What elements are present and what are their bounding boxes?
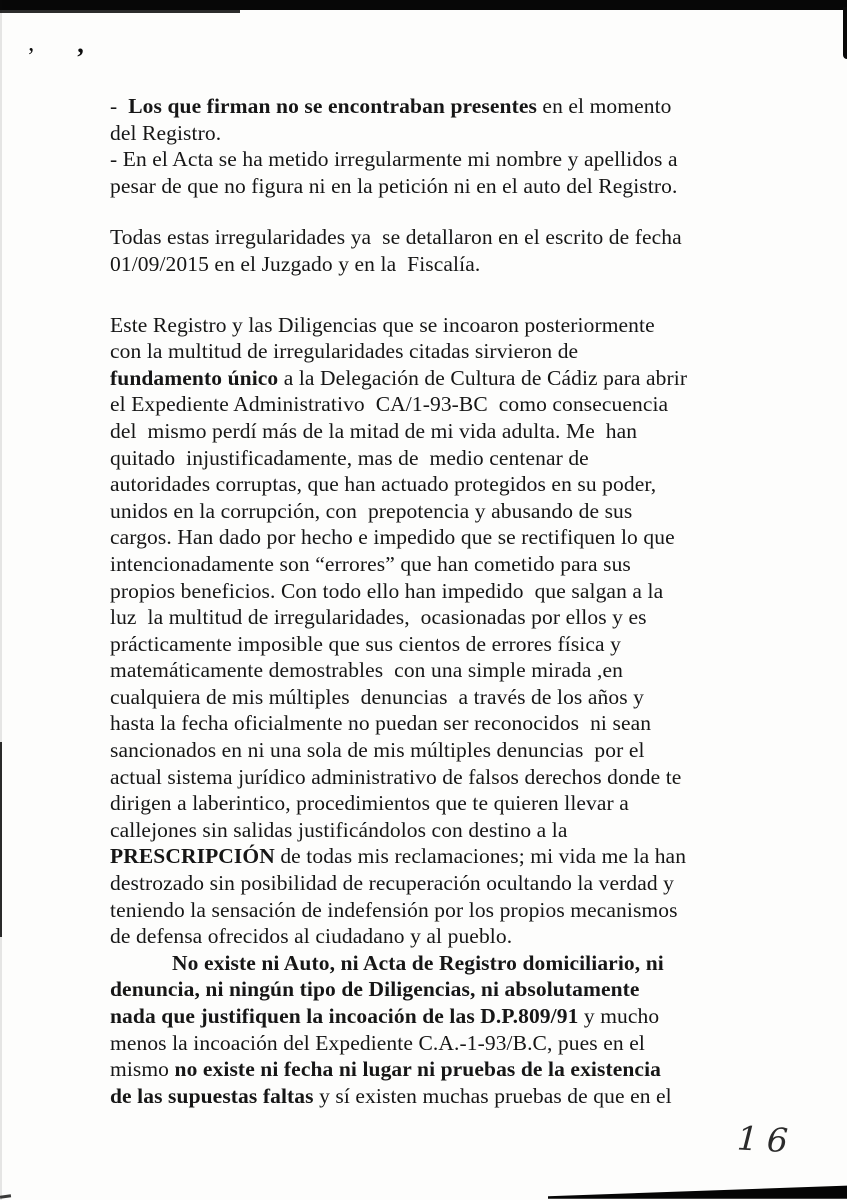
text-line: [110, 1030, 765, 1057]
text: callejones sin salidas justificándolos con destino a la: [110, 817, 568, 842]
text: unidos en la corrupción, con prepotencia y abusando de sus: [110, 498, 633, 523]
paragraph: [110, 950, 765, 1110]
text-line: [110, 764, 765, 791]
scan-left-edge-dark-segment: [0, 742, 2, 937]
text: dirigen a laberintico, procedimientos que te quieren llevar a: [110, 791, 629, 816]
bold-text: PRESCRIPCIÓN: [110, 844, 275, 869]
text-line: [110, 1003, 765, 1030]
text: el Expediente Administrativo CA/1-93-BC como consecuencia: [110, 392, 669, 417]
text-line: [110, 251, 765, 278]
ink-speck: ’: [76, 43, 85, 72]
paragraph: [110, 312, 765, 950]
text: sancionados en ni una sola de mis múltiples denuncias por el: [110, 738, 645, 763]
text-line: [110, 790, 765, 817]
text: de todas mis reclamaciones; mi vida me la han: [274, 844, 687, 869]
text: cargos. Han dado por hecho e impedido que se rectifiquen lo que: [110, 525, 675, 550]
text: con la multitud de irregularidades citadas sirvieron de: [110, 339, 579, 364]
text-line: [110, 93, 765, 120]
document-text: [110, 93, 765, 1109]
text-line: [110, 391, 765, 418]
text: mismo: [110, 1057, 175, 1082]
bold-text: denuncia, ni ningún tipo de Diligencias, ni absolutamente: [110, 977, 640, 1002]
ink-speck: ’: [27, 44, 35, 70]
text-line: [110, 976, 765, 1003]
text-line: [110, 445, 765, 472]
text: cualquiera de mis múltiples denuncias a través de los años y: [110, 684, 644, 709]
bold-text: no existe ni fecha ni lugar ni pruebas de la existencia: [174, 1057, 661, 1082]
text: Todas estas irregularidades ya se detallaron en el escrito de fecha: [110, 225, 682, 250]
text-line: [110, 843, 765, 870]
text: de defensa ofrecidos al ciudadano y al pueblo.: [110, 924, 513, 949]
text-line: [110, 146, 765, 173]
text: matemáticamente demostrables con una simple mirada ,en: [110, 658, 623, 683]
text: del mismo perdí más de la mitad de mi vida adulta. Me han: [110, 418, 638, 443]
text-line: [110, 710, 765, 737]
scan-top-edge: [0, 0, 847, 10]
text: -: [110, 94, 129, 118]
text-line: [110, 657, 765, 684]
paragraph: [110, 224, 765, 277]
text-line: [110, 870, 765, 897]
bold-text: nada que justifiquen la incoación de las D.P.809/91: [110, 1004, 579, 1028]
bold-text: Los que firman no se encontraban presentes: [128, 94, 537, 118]
scan-bottom-left-mark: [0, 1194, 11, 1199]
text-line: [110, 684, 765, 711]
text: propios beneficios. Con todo ello han impedido que salgan a la: [110, 578, 664, 603]
text-line: [110, 173, 765, 200]
text: pesar de que no figura ni en la petición ni en el auto del Registro.: [110, 173, 678, 198]
scan-right-edge: [843, 7, 847, 59]
text-line: [110, 312, 765, 339]
text-line: [110, 365, 765, 392]
text-line: [110, 418, 765, 445]
text-line: [110, 737, 765, 764]
bold-text: de las supuestas faltas: [110, 1083, 314, 1108]
text: hasta la fecha oficialmente no puedan ser reconocidos ni sean: [110, 711, 652, 736]
text: teniendo la sensación de indefensión por los propios mecanismos: [110, 897, 678, 922]
page-number: 16: [736, 1118, 798, 1161]
text-line: [110, 950, 765, 977]
text: luz la multitud de irregularidades, ocasionadas por ellos y es: [110, 605, 647, 630]
text: autoridades corruptas, que han actuado protegidos en su poder,: [110, 472, 657, 497]
text: 01/09/2015 en el Juzgado y en la Fiscalía.: [110, 251, 481, 276]
paragraph: [110, 93, 765, 199]
text-line: [110, 224, 765, 251]
text-line: [110, 817, 765, 844]
text-line: [110, 524, 765, 551]
text-line: [110, 551, 765, 578]
text: - En el Acta se ha metido irregularmente mi nombre y apellidos a: [110, 147, 678, 172]
text: menos la incoación del Expediente C.A.-1-93/B.C, pues en el: [110, 1030, 645, 1055]
text-line: [110, 338, 765, 365]
text-line: [110, 1056, 765, 1083]
scan-bottom-right-edge: [548, 1185, 847, 1200]
bold-text: fundamento único: [110, 365, 279, 390]
text: y sí existen muchas pruebas de que en el: [313, 1083, 672, 1108]
text-line: [110, 631, 765, 658]
text: intencionadamente son “errores” que han cometido para sus: [110, 551, 631, 576]
text-line: [110, 1083, 765, 1110]
text-line: [110, 923, 765, 950]
text: en el momento: [536, 94, 672, 118]
text: prácticamente imposible que sus cientos de errores física y: [110, 631, 621, 656]
text-line: [110, 498, 765, 525]
text-line: [110, 471, 765, 498]
text: y mucho: [578, 1004, 660, 1028]
text: actual sistema jurídico administrativo de falsos derechos donde te: [110, 764, 682, 789]
text-line: [110, 897, 765, 924]
text: quitado injustificadamente, mas de medio centenar de: [110, 445, 589, 470]
scan-top-edge-shadow: [0, 10, 240, 13]
text-line: [110, 604, 765, 631]
text: a la Delegación de Cultura de Cádiz para abrir: [278, 365, 688, 390]
scan-left-edge: [0, 0, 2, 1200]
text: Este Registro y las Diligencias que se incoaron posteriormente: [110, 312, 655, 337]
text-line: [110, 578, 765, 605]
text: del Registro.: [110, 120, 222, 145]
bold-text: No existe ni Auto, ni Acta de Registro domiciliario, ni: [172, 950, 664, 975]
text: destrozado sin posibilidad de recuperación ocultando la verdad y: [110, 871, 675, 896]
text-line: [110, 120, 765, 147]
